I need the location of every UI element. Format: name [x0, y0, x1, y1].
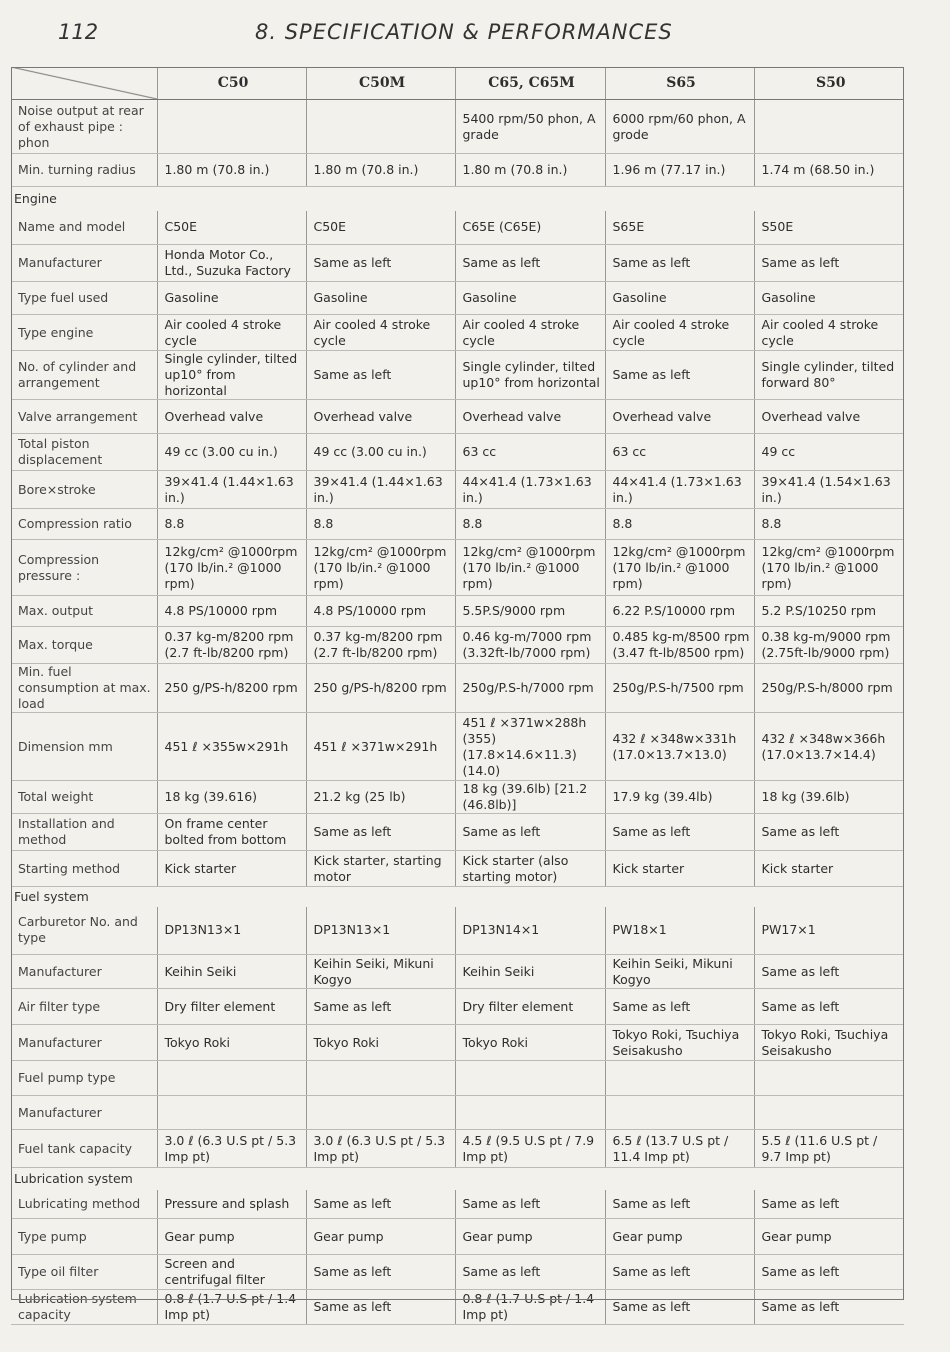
- table-cell: 49 cc (3.00 cu in.): [306, 434, 455, 471]
- table-cell: Kick starter: [754, 851, 904, 887]
- table-cell: Single cylinder, tilted forward 80°: [754, 351, 904, 400]
- table-cell: 5.2 P.S/10250 rpm: [754, 596, 904, 627]
- row-label: Total weight: [11, 781, 157, 814]
- table-cell: 250 g/PS-h/8200 rpm: [157, 664, 306, 713]
- table-row: [11, 989, 904, 1025]
- table-cell: 49 cc (3.00 cu in.): [157, 434, 306, 471]
- table-cell: 451 ℓ ×371w×288h (355) (17.8×14.6×11.3) (14.0): [455, 713, 605, 781]
- table-cell: Tokyo Roki, Tsuchiya Seisakusho: [605, 1025, 754, 1061]
- table-cell: Gasoline: [754, 282, 904, 315]
- table-cell: DP13N14×1: [455, 907, 605, 955]
- table-row: [11, 1061, 904, 1096]
- row-label: Manufacturer: [11, 955, 157, 989]
- row-label: Manufacturer: [11, 245, 157, 282]
- table-cell: Same as left: [754, 245, 904, 282]
- row-label: Valve arrangement: [11, 400, 157, 434]
- table-cell: Kick starter, starting motor: [306, 851, 455, 887]
- table-cell: Tokyo Roki: [455, 1025, 605, 1061]
- table-cell: 1.80 m (70.8 in.): [306, 154, 455, 187]
- table-cell: 250 g/PS-h/8200 rpm: [306, 664, 455, 713]
- table-cell: [754, 1061, 904, 1096]
- table-cell: [754, 100, 904, 154]
- table-cell: Same as left: [754, 955, 904, 989]
- section-label: Lubrication system: [14, 1170, 133, 1186]
- table-cell: 4.8 PS/10000 rpm: [306, 596, 455, 627]
- table-cell: C65E (C65E): [455, 211, 605, 245]
- table-cell: 21.2 kg (25 lb): [306, 781, 455, 814]
- table-row: [11, 596, 904, 627]
- table-cell: 250g/P.S-h/7500 rpm: [605, 664, 754, 713]
- row-label: Carburetor No. and type: [11, 907, 157, 955]
- table-cell: Gasoline: [605, 282, 754, 315]
- table-row: [11, 713, 904, 781]
- row-label: Type pump: [11, 1219, 157, 1255]
- table-cell: 49 cc: [754, 434, 904, 471]
- table-cell: Same as left: [754, 814, 904, 851]
- table-cell: 1.80 m (70.8 in.): [455, 154, 605, 187]
- table-cell: 8.8: [605, 509, 754, 540]
- table-cell: Same as left: [455, 1190, 605, 1219]
- table-cell: 0.46 kg-m/7000 rpm (3.32ft-lb/7000 rpm): [455, 627, 605, 664]
- table-body: [11, 100, 904, 1325]
- table-cell: Keihin Seiki: [455, 955, 605, 989]
- row-label: Air filter type: [11, 989, 157, 1025]
- table-cell: Keihin Seiki: [157, 955, 306, 989]
- table-cell: 8.8: [754, 509, 904, 540]
- table-row: [11, 955, 904, 989]
- table-cell: 0.8 ℓ (1.7 U.S pt / 1.4 Imp pt): [157, 1290, 306, 1325]
- table-cell: Gear pump: [306, 1219, 455, 1255]
- row-label: Type fuel used: [11, 282, 157, 315]
- table-cell: Overhead valve: [605, 400, 754, 434]
- table-cell: Same as left: [306, 989, 455, 1025]
- table-cell: Gear pump: [157, 1219, 306, 1255]
- table-cell: [605, 1061, 754, 1096]
- table-header-row: [11, 67, 904, 100]
- row-label: Min. fuel consumption at max. load: [11, 664, 157, 713]
- table-cell: Keihin Seiki, Mikuni Kogyo: [605, 955, 754, 989]
- table-cell: Gasoline: [455, 282, 605, 315]
- table-cell: 5400 rpm/50 phon, A grade: [455, 100, 605, 154]
- table-row: [11, 627, 904, 664]
- table-cell: Same as left: [455, 1255, 605, 1290]
- table-cell: S50E: [754, 211, 904, 245]
- table-cell: [306, 1061, 455, 1096]
- table-cell: Gasoline: [306, 282, 455, 315]
- row-label: Manufacturer: [11, 1025, 157, 1061]
- table-cell: S65E: [605, 211, 754, 245]
- table-cell: 5.5 ℓ (11.6 U.S pt / 9.7 Imp pt): [754, 1130, 904, 1168]
- table-cell: [306, 1096, 455, 1130]
- table-cell: 1.96 m (77.17 in.): [605, 154, 754, 187]
- table-cell: C50E: [157, 211, 306, 245]
- table-cell: 44×41.4 (1.73×1.63 in.): [455, 471, 605, 509]
- row-label: Dimension mm: [11, 713, 157, 781]
- table-cell: Same as left: [306, 1290, 455, 1325]
- row-label: Lubrication system capacity: [11, 1290, 157, 1325]
- table-row: [11, 781, 904, 814]
- row-label: Name and model: [11, 211, 157, 245]
- column-header-c50: C50: [157, 67, 306, 100]
- table-cell: Same as left: [605, 245, 754, 282]
- table-cell: Same as left: [605, 989, 754, 1025]
- table-row: [11, 1219, 904, 1255]
- table-cell: 18 kg (39.6lb): [754, 781, 904, 814]
- table-cell: 0.485 kg-m/8500 rpm (3.47 ft-lb/8500 rpm): [605, 627, 754, 664]
- table-cell: PW18×1: [605, 907, 754, 955]
- column-header-c50m: C50M: [306, 67, 455, 100]
- column-header-s65: S65: [605, 67, 754, 100]
- section-header-row: [11, 887, 904, 907]
- table-cell: Tokyo Roki: [306, 1025, 455, 1061]
- table-cell: Kick starter: [157, 851, 306, 887]
- table-cell: Tokyo Roki: [157, 1025, 306, 1061]
- table-cell: 8.8: [306, 509, 455, 540]
- table-cell: Single cylinder, tilted up10° from horizontal: [455, 351, 605, 400]
- table-cell: Single cylinder, tilted up10° from horizontal: [157, 351, 306, 400]
- section-header-row: [11, 187, 904, 211]
- row-label: Max. output: [11, 596, 157, 627]
- table-cell: 12kg/cm² @1000rpm (170 lb/in.² @1000 rpm): [754, 540, 904, 596]
- table-cell: Air cooled 4 stroke cycle: [754, 315, 904, 351]
- table-row: [11, 245, 904, 282]
- table-cell: [157, 1096, 306, 1130]
- corner-cell: [11, 67, 157, 100]
- table-cell: 250g/P.S-h/8000 rpm: [754, 664, 904, 713]
- table-cell: 6.5 ℓ (13.7 U.S pt / 11.4 Imp pt): [605, 1130, 754, 1168]
- row-label: Manufacturer: [11, 1096, 157, 1130]
- table-cell: 39×41.4 (1.44×1.63 in.): [306, 471, 455, 509]
- row-label: Fuel tank capacity: [11, 1130, 157, 1168]
- table-cell: 1.80 m (70.8 in.): [157, 154, 306, 187]
- table-cell: 250g/P.S-h/7000 rpm: [455, 664, 605, 713]
- table-cell: Dry filter element: [157, 989, 306, 1025]
- table-cell: 451 ℓ ×371w×291h: [306, 713, 455, 781]
- table-cell: 39×41.4 (1.54×1.63 in.): [754, 471, 904, 509]
- table-cell: Same as left: [605, 1190, 754, 1219]
- table-cell: 12kg/cm² @1000rpm (170 lb/in.² @1000 rpm): [306, 540, 455, 596]
- table-cell: On frame center bolted from bottom: [157, 814, 306, 851]
- table-cell: Gear pump: [754, 1219, 904, 1255]
- table-cell: Same as left: [306, 814, 455, 851]
- table-row: [11, 1025, 904, 1061]
- table-cell: [157, 1061, 306, 1096]
- table-row: [11, 434, 904, 471]
- table-row: [11, 1190, 904, 1219]
- table-cell: Air cooled 4 stroke cycle: [605, 315, 754, 351]
- table-row: [11, 1096, 904, 1130]
- table-cell: Air cooled 4 stroke cycle: [157, 315, 306, 351]
- table-cell: 451 ℓ ×355w×291h: [157, 713, 306, 781]
- table-cell: 0.37 kg-m/8200 rpm (2.7 ft-lb/8200 rpm): [157, 627, 306, 664]
- table-cell: 8.8: [455, 509, 605, 540]
- table-cell: Overhead valve: [157, 400, 306, 434]
- table-row: [11, 351, 904, 400]
- table-cell: 1.74 m (68.50 in.): [754, 154, 904, 187]
- table-cell: Pressure and splash: [157, 1190, 306, 1219]
- table-cell: Air cooled 4 stroke cycle: [455, 315, 605, 351]
- table-cell: Same as left: [306, 351, 455, 400]
- table-cell: 17.9 kg (39.4lb): [605, 781, 754, 814]
- table-cell: 18 kg (39.6lb) [21.2 (46.8lb)]: [455, 781, 605, 814]
- table-cell: DP13N13×1: [157, 907, 306, 955]
- table-cell: Dry filter element: [455, 989, 605, 1025]
- table-cell: 39×41.4 (1.44×1.63 in.): [157, 471, 306, 509]
- table-cell: 0.38 kg-m/9000 rpm (2.75ft-lb/9000 rpm): [754, 627, 904, 664]
- table-cell: [455, 1061, 605, 1096]
- table-cell: Honda Motor Co., Ltd., Suzuka Factory: [157, 245, 306, 282]
- table-cell: Gasoline: [157, 282, 306, 315]
- table-cell: Same as left: [605, 1290, 754, 1325]
- table-cell: Same as left: [605, 351, 754, 400]
- table-cell: 6.22 P.S/10000 rpm: [605, 596, 754, 627]
- row-label: Type oil filter: [11, 1255, 157, 1290]
- table-cell: 8.8: [157, 509, 306, 540]
- table-cell: Same as left: [605, 1255, 754, 1290]
- column-header-s50: S50: [754, 67, 904, 100]
- table-cell: [455, 1096, 605, 1130]
- table-cell: [157, 100, 306, 154]
- row-label: Max. torque: [11, 627, 157, 664]
- table-cell: 4.8 PS/10000 rpm: [157, 596, 306, 627]
- table-cell: Air cooled 4 stroke cycle: [306, 315, 455, 351]
- table-cell: Same as left: [306, 1190, 455, 1219]
- page-title: 8. SPECIFICATION & PERFORMANCES: [255, 20, 673, 44]
- table-cell: Screen and centrifugal filter: [157, 1255, 306, 1290]
- table-cell: [306, 100, 455, 154]
- table-cell: 4.5 ℓ (9.5 U.S pt / 7.9 Imp pt): [455, 1130, 605, 1168]
- section-label: Engine: [14, 190, 57, 206]
- table-row: [11, 664, 904, 713]
- table-cell: Overhead valve: [754, 400, 904, 434]
- table-cell: Same as left: [754, 1255, 904, 1290]
- table-row: [11, 509, 904, 540]
- table-cell: 6000 rpm/60 phon, A grode: [605, 100, 754, 154]
- table-cell: 12kg/cm² @1000rpm (170 lb/in.² @1000 rpm): [605, 540, 754, 596]
- table-cell: 12kg/cm² @1000rpm (170 lb/in.² @1000 rpm): [157, 540, 306, 596]
- row-label: Bore×stroke: [11, 471, 157, 509]
- table-cell: Gear pump: [605, 1219, 754, 1255]
- row-label: Starting method: [11, 851, 157, 887]
- row-label: Lubricating method: [11, 1190, 157, 1219]
- table-row: [11, 1130, 904, 1168]
- table-cell: Kick starter (also starting motor): [455, 851, 605, 887]
- row-label: Noise output at rear of exhaust pipe : phon: [11, 100, 157, 154]
- page-number: 112: [58, 20, 99, 44]
- table-cell: 5.5P.S/9000 rpm: [455, 596, 605, 627]
- row-label: Compression ratio: [11, 509, 157, 540]
- table-cell: [754, 1096, 904, 1130]
- table-row: [11, 814, 904, 851]
- table-cell: Same as left: [605, 814, 754, 851]
- row-label: Compression pressure :: [11, 540, 157, 596]
- table-cell: Overhead valve: [455, 400, 605, 434]
- row-label: No. of cylinder and arrangement: [11, 351, 157, 400]
- column-header-c65: C65, C65M: [455, 67, 605, 100]
- table-cell: 63 cc: [455, 434, 605, 471]
- specification-table: [11, 67, 904, 1325]
- table-row: [11, 154, 904, 187]
- table-cell: [605, 1096, 754, 1130]
- table-row: [11, 471, 904, 509]
- table-row: [11, 1290, 904, 1325]
- table-row: [11, 540, 904, 596]
- table-cell: Same as left: [306, 1255, 455, 1290]
- table-cell: 432 ℓ ×348w×366h (17.0×13.7×14.4): [754, 713, 904, 781]
- table-row: [11, 282, 904, 315]
- table-row: [11, 1255, 904, 1290]
- table-row: [11, 100, 904, 154]
- table-cell: C50E: [306, 211, 455, 245]
- table-cell: 0.8 ℓ (1.7 U.S pt / 1.4 Imp pt): [455, 1290, 605, 1325]
- table-cell: Tokyo Roki, Tsuchiya Seisakusho: [754, 1025, 904, 1061]
- table-cell: DP13N13×1: [306, 907, 455, 955]
- table-cell: Same as left: [306, 245, 455, 282]
- table-cell: 432 ℓ ×348w×331h (17.0×13.7×13.0): [605, 713, 754, 781]
- table-cell: 44×41.4 (1.73×1.63 in.): [605, 471, 754, 509]
- table-cell: Kick starter: [605, 851, 754, 887]
- table-cell: 63 cc: [605, 434, 754, 471]
- table-row: [11, 907, 904, 955]
- table-row: [11, 315, 904, 351]
- table-cell: PW17×1: [754, 907, 904, 955]
- table-cell: Same as left: [754, 989, 904, 1025]
- table-cell: Same as left: [754, 1190, 904, 1219]
- row-label: Min. turning radius: [11, 154, 157, 187]
- table-cell: Same as left: [754, 1290, 904, 1325]
- table-cell: Gear pump: [455, 1219, 605, 1255]
- table-cell: 18 kg (39.616): [157, 781, 306, 814]
- table-cell: 3.0 ℓ (6.3 U.S pt / 5.3 Imp pt): [157, 1130, 306, 1168]
- row-label: Type engine: [11, 315, 157, 351]
- table-cell: Same as left: [455, 814, 605, 851]
- table-cell: Keihin Seiki, Mikuni Kogyo: [306, 955, 455, 989]
- row-label: Total piston displacement: [11, 434, 157, 471]
- table-row: [11, 211, 904, 245]
- row-label: Installation and method: [11, 814, 157, 851]
- section-header-row: [11, 1168, 904, 1190]
- table-cell: 0.37 kg-m/8200 rpm (2.7 ft-lb/8200 rpm): [306, 627, 455, 664]
- section-label: Fuel system: [14, 888, 89, 904]
- table-cell: Overhead valve: [306, 400, 455, 434]
- table-cell: 3.0 ℓ (6.3 U.S pt / 5.3 Imp pt): [306, 1130, 455, 1168]
- row-label: Fuel pump type: [11, 1061, 157, 1096]
- table-row: [11, 400, 904, 434]
- table-cell: 12kg/cm² @1000rpm (170 lb/in.² @1000 rpm): [455, 540, 605, 596]
- table-row: [11, 851, 904, 887]
- table-cell: Same as left: [455, 245, 605, 282]
